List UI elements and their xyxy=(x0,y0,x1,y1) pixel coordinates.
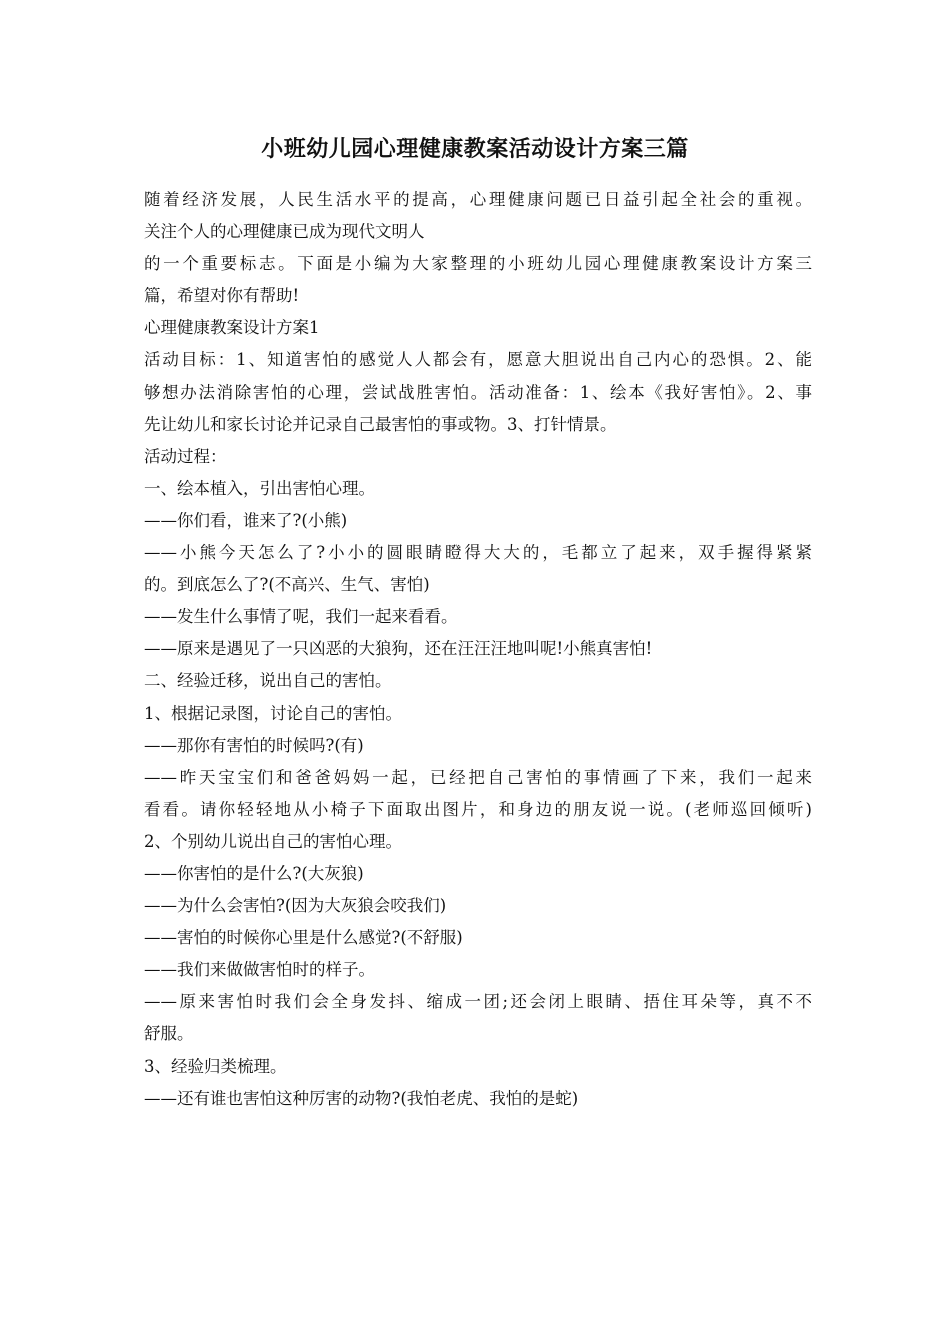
paragraph-line: 一、绘本植入，引出害怕心理。 xyxy=(144,478,375,498)
paragraph-line: ——你害怕的是什么?(大灰狼) xyxy=(144,863,364,883)
paragraph-line: ——害怕的时候你心里是什么感觉?(不舒服) xyxy=(144,928,463,948)
document-title: 小班幼儿园心理健康教案活动设计方案三篇 xyxy=(261,136,689,162)
paragraph-line: 1、根据记录图，讨论自己的害怕。 xyxy=(144,703,402,723)
section-heading: 心理健康教案设计方案1 xyxy=(144,318,320,338)
paragraph-line: ——原来害怕时我们会全身发抖、缩成一团;还会闭上眼睛、捂住耳朵等，真不不 xyxy=(144,992,812,1012)
paragraph-line: 关注个人的心理健康已成为现代文明人 xyxy=(144,222,425,242)
paragraph-line: 看看。请你轻轻地从小椅子下面取出图片，和身边的朋友说一说。(老师巡回倾听) xyxy=(144,799,812,819)
paragraph-line: 活动目标：1、知道害怕的感觉人人都会有，愿意大胆说出自己内心的恐惧。2、能 xyxy=(144,350,812,370)
paragraph-line: ——原来是遇见了一只凶恶的大狼狗，还在汪汪汪地叫呢!小熊真害怕! xyxy=(144,639,653,659)
paragraph-line: 先让幼儿和家长讨论并记录自己最害怕的事或物。3、打针情景。 xyxy=(144,414,617,434)
paragraph-line: 活动过程： xyxy=(144,446,227,466)
paragraph-line: 的。到底怎么了?(不高兴、生气、害怕) xyxy=(144,575,430,595)
paragraph-line: ——小熊今天怎么了?小小的圆眼睛瞪得大大的，毛都立了起来，双手握得紧紧 xyxy=(144,543,812,563)
paragraph-line: 舒服。 xyxy=(144,1024,194,1044)
paragraph-line: 篇，希望对你有帮助! xyxy=(144,286,300,306)
paragraph-line: ——那你有害怕的时候吗?(有) xyxy=(144,735,364,755)
paragraph-line: ——为什么会害怕?(因为大灰狼会咬我们) xyxy=(144,896,447,916)
paragraph-line: ——还有谁也害怕这种厉害的动物?(我怕老虎、我怕的是蛇) xyxy=(144,1088,579,1108)
paragraph-line: ——昨天宝宝们和爸爸妈妈一起，已经把自己害怕的事情画了下来，我们一起来 xyxy=(144,767,812,787)
document-body xyxy=(144,184,812,1115)
paragraph-line: ——你们看，谁来了?(小熊) xyxy=(144,510,348,530)
paragraph-line: 够想办法消除害怕的心理，尝试战胜害怕。活动准备：1、绘本《我好害怕》。2、事 xyxy=(144,382,812,402)
paragraph-line: ——我们来做做害怕时的样子。 xyxy=(144,960,375,980)
paragraph-line: 3、经验归类梳理。 xyxy=(144,1056,287,1076)
paragraph-line: 2、个别幼儿说出自己的害怕心理。 xyxy=(144,831,402,851)
paragraph-line: ——发生什么事情了呢，我们一起来看看。 xyxy=(144,607,458,627)
paragraph-line: 随着经济发展，人民生活水平的提高，心理健康问题已日益引起全社会的重视。 xyxy=(144,190,812,209)
paragraph-line: 二、经验迁移，说出自己的害怕。 xyxy=(144,671,392,691)
paragraph-line: 的一个重要标志。下面是小编为大家整理的小班幼儿园心理健康教案设计方案三 xyxy=(144,254,812,274)
